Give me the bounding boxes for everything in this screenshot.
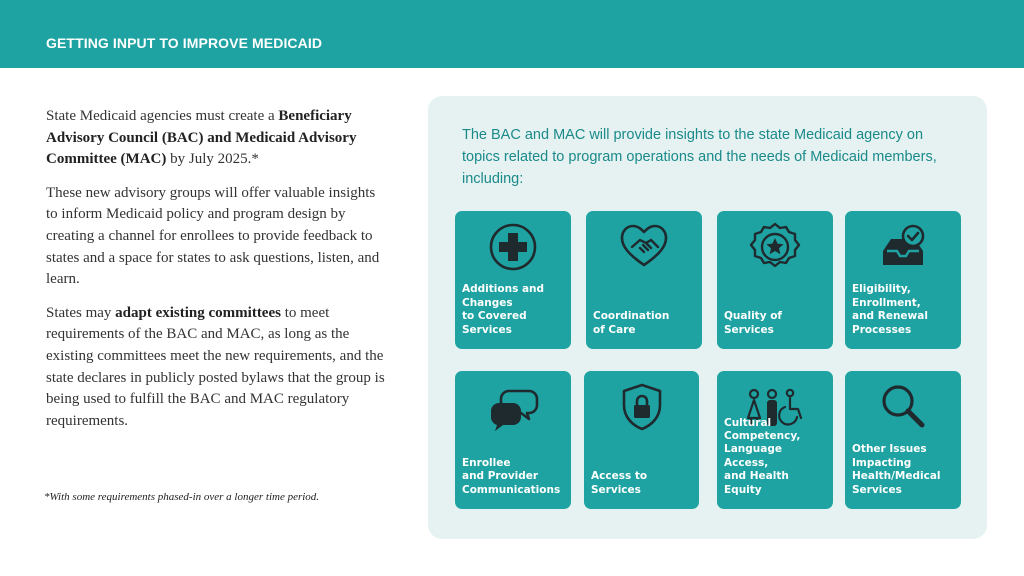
medical-cross-icon [487,221,539,273]
header-bar [0,0,1024,68]
inbox-check-icon [877,221,929,273]
tile-quality [717,211,833,349]
tile-other-issues [845,371,961,509]
tile-label: Eligibility, Enrollment, and Renewal Processes [852,283,928,336]
tile-label: Coordination of Care [593,310,670,336]
heart-handshake-icon [618,221,670,273]
footnote: *With some requirements phased-in over a longer time period. [44,491,320,503]
tile-label: Additions and Changes to Covered Services [462,283,545,336]
tile-label: Access to Services [591,470,648,496]
p1-text: State Medicaid agencies must create a [46,108,279,124]
paragraph-requirement [46,106,386,171]
p3-text-end: to meet requirements of the BAC and MAC, as long as the existing committees meet the new requirements, and the state declares in publicly posted bylaws that the group is being used to fulfill the BAC and MAC regulatory requirements. [46,304,385,429]
speech-bubbles-icon [487,381,539,433]
tile-access [584,371,699,509]
tile-label: Enrollee and Provider Communications [462,456,561,496]
paragraph-existing-committees [46,303,386,433]
p3-text: States may [46,304,116,321]
tile-eligibility [845,211,961,349]
page-title: GETTING INPUT TO IMPROVE MEDICAID [46,35,323,51]
magnifier-icon [877,381,929,433]
tile-label: Other Issues Impacting Health/Medical Services [852,443,941,496]
intro-text [46,106,386,444]
p1-bold-text: Beneficiary Advisory Council (BAC) and Medicaid Advisory Committee (MAC) [46,108,357,168]
tile-cultural-competency [717,371,833,509]
panel-intro: The BAC and MAC will provide insights to the state Medicaid agency on topics related to program operations and the needs of Medicaid members, including: [462,127,937,187]
p1-text-end: by July 2025.* [166,151,259,168]
star-badge-icon [749,221,801,273]
p3-bold-text: adapt existing committees [115,304,281,321]
tile-label: Cultural Competency, Language Access, and Health Equity [724,416,801,496]
tile-communications [455,371,571,509]
tile-covered-services [455,211,571,349]
shield-lock-icon [616,381,668,433]
tile-label: Quality of Services [724,310,782,336]
paragraph-purpose: These new advisory groups will offer valuable insights to inform Medicaid policy and program design by creating a channel for enrollees to provide feedback to states and a space for states to ask questions, listen, and learn. [46,184,380,288]
tile-coordination [586,211,702,349]
